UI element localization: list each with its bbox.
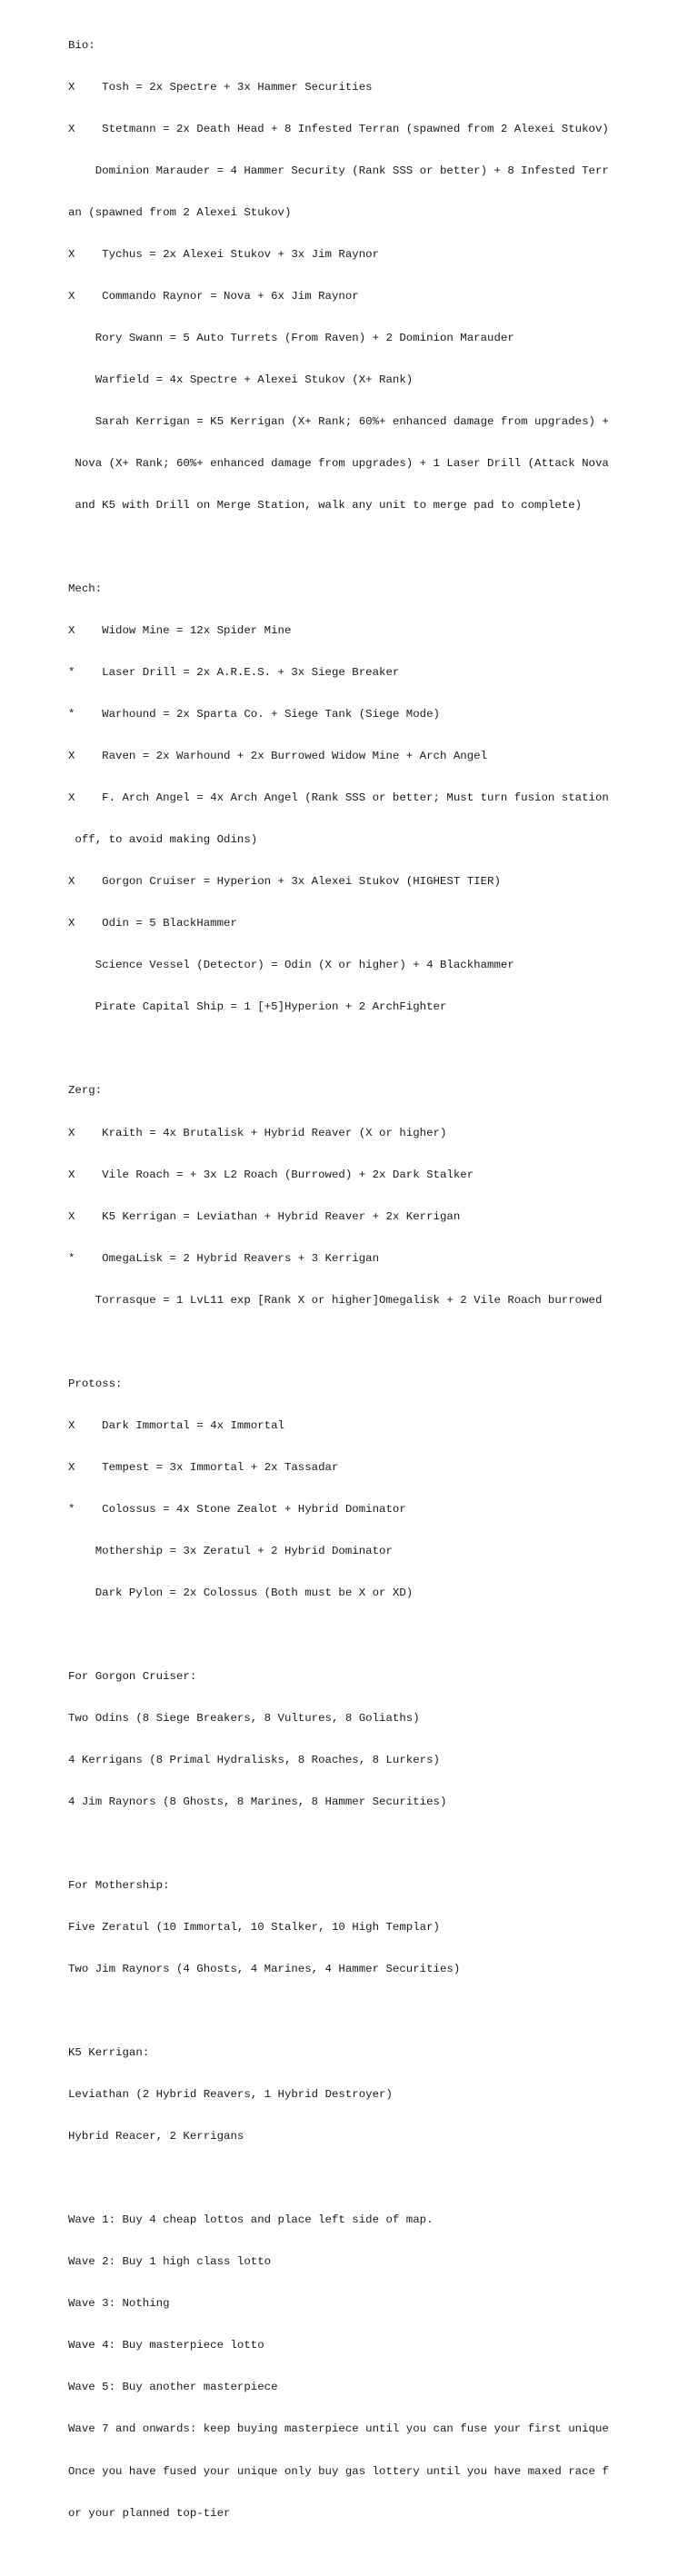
doc-line: Wave 1: Buy 4 cheap lottos and place left side of map. [68,2213,434,2227]
doc-line: Bio: [68,38,95,52]
doc-line: * Warhound = 2x Sparta Co. + Siege Tank (Siege Mode) [68,708,440,721]
doc-line: For Gorgon Cruiser: [68,1669,197,1683]
doc-line [68,2004,609,2018]
doc-line: X Dark Immortal = 4x Immortal [68,1418,284,1432]
doc-line: X Vile Roach = + 3x L2 Roach (Burrowed) + 2x Dark Stalker [68,1168,474,1181]
doc-line [68,1336,609,1349]
doc-line: Mech: [68,582,103,596]
doc-line: X Commando Raynor = Nova + 6x Jim Raynor [68,289,359,303]
doc-line: For Mothership: [68,1879,170,1893]
doc-line [68,1837,609,1851]
doc-line: Wave 3: Nothing [68,2297,170,2311]
doc-line: Hybrid Reacer, 2 Kerrigans [68,2130,244,2143]
doc-line: Dominion Marauder = 4 Hammer Security (Rank SSS or better) + 8 Infested Terr [68,164,609,177]
doc-line: X Kraith = 4x Brutalisk + Hybrid Reaver (X or higher) [68,1126,447,1139]
doc-line: Wave 5: Buy another masterpiece [68,2381,278,2394]
doc-line: off, to avoid making Odins) [68,833,258,847]
doc-line: X K5 Kerrigan = Leviathan + Hybrid Reaver + 2x Kerrigan [68,1209,461,1223]
doc-line: Mothership = 3x Zeratul + 2 Hybrid Dominator [68,1544,393,1557]
doc-line: Sarah Kerrigan = K5 Kerrigan (X+ Rank; 60%+ enhanced damage from upgrades) + [68,414,609,428]
doc-line: Torrasque = 1 LvL11 exp [Rank X or higher]Omegalisk + 2 Vile Roach burrowed [68,1293,603,1307]
doc-line: Two Odins (8 Siege Breakers, 8 Vultures, 8 Goliaths) [68,1711,420,1725]
doc-line: Dark Pylon = 2x Colossus (Both must be X or XD) [68,1586,414,1599]
doc-line: X Tosh = 2x Spectre + 3x Hammer Securities [68,80,373,94]
doc-line: X Widow Mine = 12x Spider Mine [68,624,292,638]
doc-line: Wave 7 and onwards: keep buying masterpiece until you can fuse your first unique [68,2422,609,2436]
doc-line: Five Zeratul (10 Immortal, 10 Stalker, 10 High Templar) [68,1921,440,1934]
doc-line: * Laser Drill = 2x A.R.E.S. + 3x Siege Breaker [68,666,400,680]
doc-line: 4 Jim Raynors (8 Ghosts, 8 Marines, 8 Hammer Securities) [68,1795,447,1808]
doc-line: or your planned top-tier [68,2506,231,2520]
doc-line: X Gorgon Cruiser = Hyperion + 3x Alexei Stukov (HIGHEST TIER) [68,875,501,889]
doc-line: Zerg: [68,1084,103,1098]
doc-line: Warfield = 4x Spectre + Alexei Stukov (X+ Rank) [68,373,414,386]
doc-line: X Raven = 2x Warhound + 2x Burrowed Widow Mine + Arch Angel [68,750,488,763]
doc-line [68,1628,609,1642]
doc-line: an (spawned from 2 Alexei Stukov) [68,205,292,219]
doc-line: Nova (X+ Rank; 60%+ enhanced damage from upgrades) + 1 Laser Drill (Attack Nova [68,457,609,470]
doc-line: Pirate Capital Ship = 1 [+5]Hyperion + 2 ArchFighter [68,1000,447,1014]
doc-line: X Stetmann = 2x Death Head + 8 Infested Terran (spawned from 2 Alexei Stukov) [68,122,609,135]
doc-line: Two Jim Raynors (4 Ghosts, 4 Marines, 4 Hammer Securities) [68,1963,461,1976]
doc-line [68,2172,609,2185]
doc-line: 4 Kerrigans (8 Primal Hydralisks, 8 Roaches, 8 Lurkers) [68,1753,440,1766]
doc-line: X F. Arch Angel = 4x Arch Angel (Rank SSS or better; Must turn fusion station [68,791,609,805]
doc-line [68,541,609,554]
doc-line: Wave 2: Buy 1 high class lotto [68,2255,272,2269]
doc-line: Rory Swann = 5 Auto Turrets (From Raven) + 2 Dominion Marauder [68,331,514,344]
doc-line: and K5 with Drill on Merge Station, walk any unit to merge pad to complete) [68,499,583,512]
doc-line: Once you have fused your unique only buy gas lottery until you have maxed race f [68,2464,609,2478]
doc-line: X Tempest = 3x Immortal + 2x Tassadar [68,1460,339,1474]
doc-line [68,2549,609,2562]
doc-line: Science Vessel (Detector) = Odin (X or higher) + 4 Blackhammer [68,959,514,972]
document-text [68,11,609,2576]
doc-line: Leviathan (2 Hybrid Reavers, 1 Hybrid Destroyer) [68,2088,393,2102]
doc-line: * OmegaLisk = 2 Hybrid Reavers + 3 Kerrigan [68,1251,380,1265]
doc-line: Protoss: [68,1377,123,1390]
doc-line: X Odin = 5 BlackHammer [68,917,237,930]
doc-line: X Tychus = 2x Alexei Stukov + 3x Jim Raynor [68,247,380,261]
doc-line: K5 Kerrigan: [68,2046,150,2060]
doc-line: Wave 4: Buy masterpiece lotto [68,2339,264,2352]
doc-line [68,1042,609,1056]
doc-line: * Colossus = 4x Stone Zealot + Hybrid Dominator [68,1502,406,1516]
